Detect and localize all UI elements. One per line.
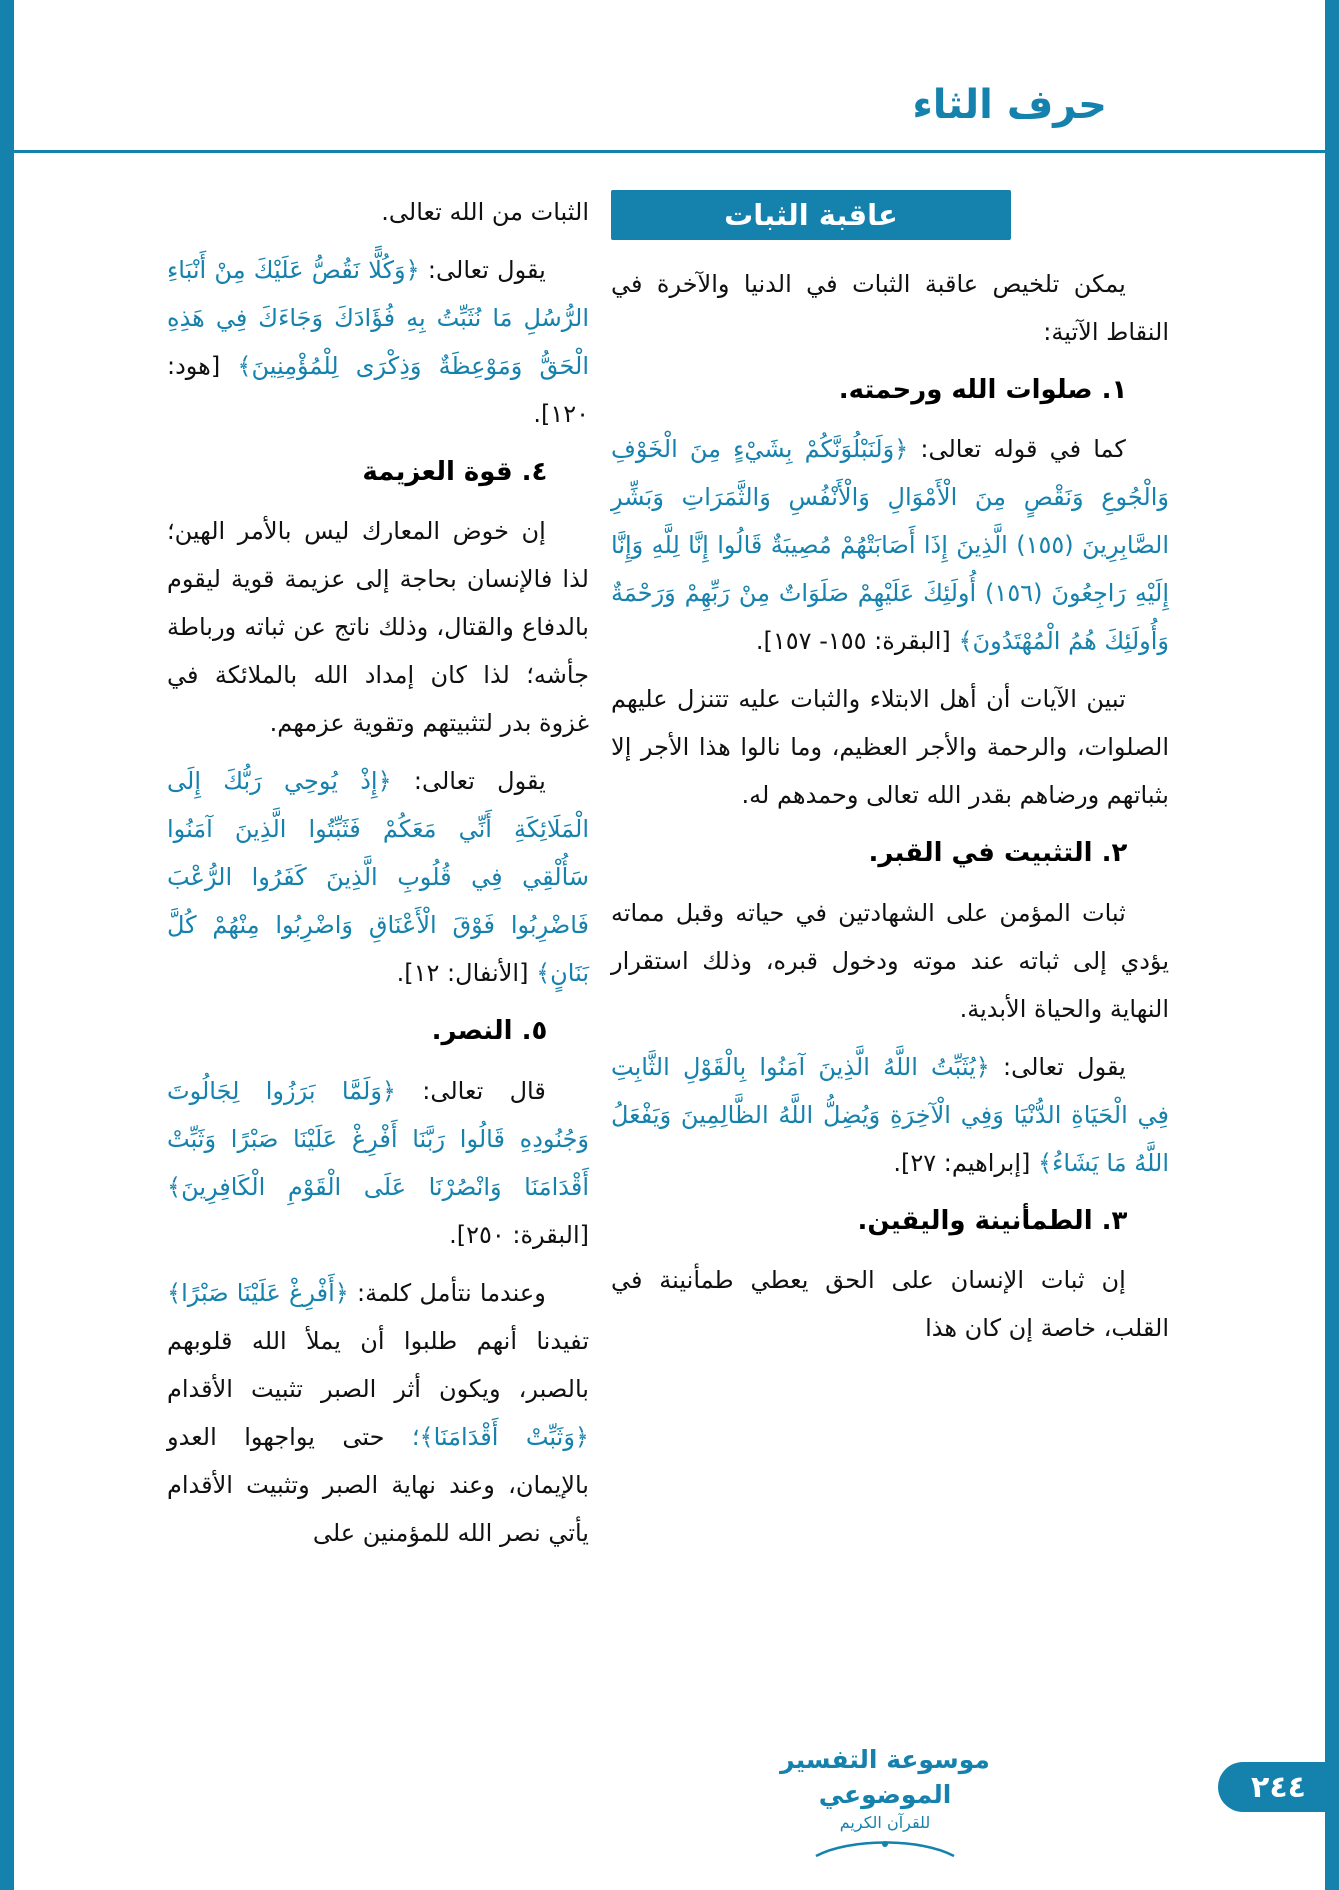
left-border-bar: [0, 0, 14, 1890]
verse-reference: [البقرة: ٢٥٠].: [449, 1220, 589, 1249]
quran-inline-verse: ﴿أَفْرِغْ عَلَيْنَا صَبْرًا﴾: [167, 1278, 349, 1307]
verse-lead: قال تعالى:: [422, 1076, 546, 1105]
closing-paragraph: [167, 1269, 589, 1557]
header-rule: [14, 150, 1325, 153]
chapter-header: حرف الثاء: [912, 82, 1107, 128]
numbered-heading-2: ٢. التثبيت في القبر.: [868, 838, 1128, 869]
emblem-flourish-icon: [810, 1836, 960, 1862]
verse-paragraph-3: [167, 246, 589, 438]
verse-paragraph-4: [167, 757, 589, 997]
comment-paragraph-3: إن ثبات الإنسان على الحق يعطي طمأنينة في القلب، خاصة إن كان هذا: [611, 1266, 1169, 1343]
right-border-bar: [1325, 0, 1339, 1890]
numbered-heading-3: ٣. الطمأنينة واليقين.: [857, 1205, 1128, 1236]
quran-verse: ﴿يُثَبِّتُ اللَّهُ الَّذِينَ آمَنُوا بِالْقَوْلِ الثَّابِتِ فِي الْحَيَاةِ الدُّنْيَا وَفِي الْآخِرَةِ وَيُضِلُّ اللَّهُ الظَّالِمِينَ وَيَفْعَلُ اللَّهُ مَا يَشَاءُ﴾: [611, 1052, 1169, 1177]
numbered-heading-5: ٥. النصر.: [431, 1016, 548, 1047]
verse-lead: كما في قوله تعالى:: [920, 435, 1126, 464]
verse-reference: [إبراهيم: ٢٧].: [893, 1148, 1031, 1177]
emblem-title: موسوعة التفسير الموضوعي: [780, 1744, 990, 1809]
continuation-line: الثبات من الله تعالى.: [381, 198, 589, 226]
comment-paragraph-1: تبين الآيات أن أهل الابتلاء والثبات عليه تتنزل عليهم الصلوات، والرحمة والأجر العظيم، وما نالوا هذا الأجر إلا بثباتهم ورضاهم بقدر الله تعالى وحمدهم له.: [611, 685, 1169, 810]
verse-reference: [البقرة: ١٥٥- ١٥٧].: [755, 627, 951, 656]
side-column: [167, 188, 589, 1567]
numbered-heading-1: ١. صلوات الله ورحمته.: [838, 375, 1128, 405]
numbered-heading-4: ٤. قوة العزيمة: [362, 457, 548, 487]
verse-paragraph-2: [611, 1043, 1169, 1187]
quran-verse: ﴿وَلَنَبْلُوَنَّكُمْ بِشَيْءٍ مِنَ الْخَوْفِ وَالْجُوعِ وَنَقْصٍ مِنَ الْأَمْوَالِ وَالْأَنْفُسِ وَالثَّمَرَاتِ وَبَشِّرِ الصَّابِرِينَ (١٥٥) الَّذِينَ إِذَا أَصَابَتْهُمْ مُصِيبَةٌ قَالُوا إِنَّا لِلَّهِ وَإِنَّا إِلَيْهِ رَاجِعُونَ (١٥٦) أُولَئِكَ عَلَيْهِمْ صَلَوَاتٌ مِنْ رَبِّهِمْ وَرَحْمَةٌ وَأُولَئِكَ هُمُ الْمُهْتَدُونَ﴾: [611, 435, 1170, 656]
intro-paragraph: يمكن تلخيص عاقبة الثبات في الدنيا والآخرة في النقاط الآتية:: [611, 270, 1169, 346]
publisher-emblem: [755, 1742, 1015, 1862]
emblem-subtitle: للقرآن الكريم: [839, 1812, 931, 1832]
verse-paragraph-5: [167, 1067, 589, 1259]
section-title-box: عاقبة الثبات: [611, 190, 1011, 240]
closing-text: تفيدنا أنهم طلبوا أن يملأ الله قلوبهم بالصبر، ويكون أثر الصبر تثبيت الأقدام: [167, 1326, 589, 1403]
closing-text: وعندما نتأمل كلمة:: [357, 1278, 546, 1307]
quran-verse: ﴿وَلَمَّا بَرَزُوا لِجَالُوتَ وَجُنُودِهِ قَالُوا رَبَّنَا أَفْرِغْ عَلَيْنَا صَبْرًا وَثَبِّتْ أَقْدَامَنَا وَانْصُرْنَا عَلَى الْقَوْمِ الْكَافِرِينَ﴾: [167, 1076, 589, 1201]
verse-reference: [هود: ١٢٠].: [167, 352, 589, 428]
comment-paragraph-2: ثبات المؤمن على الشهادتين في حياته وقبل مماته يؤدي إلى ثباته عند موته ودخول قبره، وذلك استقرار النهاية والحياة الأبدية.: [611, 898, 1169, 1023]
verse-lead: يقول تعالى:: [1003, 1052, 1126, 1081]
main-column: [611, 188, 1169, 1362]
closing-text: حتى يواجهوا العدو بالإيمان، وعند نهاية الصبر وتثبيت الأقدام يأتي نصر الله للمؤمنين على: [167, 1422, 589, 1547]
verse-paragraph-1: [611, 425, 1169, 665]
verse-reference: [الأنفال: ١٢].: [396, 959, 529, 988]
quran-verse: ﴿وَكُلًّا نَقُصُّ عَلَيْكَ مِنْ أَنْبَاءِ الرُّسُلِ مَا نُثَبِّتُ بِهِ فُؤَادَكَ وَجَاءَكَ فِي هَذِهِ الْحَقُّ وَمَوْعِظَةٌ وَذِكْرَى لِلْمُؤْمِنِينَ﴾: [167, 256, 589, 380]
page-number-badge: ٢٤٤: [1218, 1762, 1339, 1812]
comment-paragraph-4: إن خوض المعارك ليس بالأمر الهين؛ لذا فالإنسان بحاجة إلى عزيمة قوية ليقوم بالدفاع والقتال، وذلك ناتج عن ثباته ورباطة جأشه؛ لذا كان إمداد الله بالملائكة في غزوة بدر لتثبيتهم وتقوية عزمهم.: [167, 517, 589, 738]
quran-inline-verse: ﴿وَثَبِّتْ أَقْدَامَنَا﴾؛: [411, 1422, 589, 1451]
verse-lead: يقول تعالى:: [427, 256, 546, 284]
page-content: [167, 188, 1169, 1567]
verse-lead: يقول تعالى:: [413, 767, 546, 796]
quran-verse: ﴿إِذْ يُوحِي رَبُّكَ إِلَى الْمَلَائِكَةِ أَنِّي مَعَكُمْ فَثَبِّتُوا الَّذِينَ آمَنُوا سَأُلْقِي فِي قُلُوبِ الَّذِينَ كَفَرُوا الرُّعْبَ فَاضْرِبُوا فَوْقَ الْأَعْنَاقِ وَاضْرِبُوا مِنْهُمْ كُلَّ بَنَانٍ﴾: [167, 767, 589, 988]
